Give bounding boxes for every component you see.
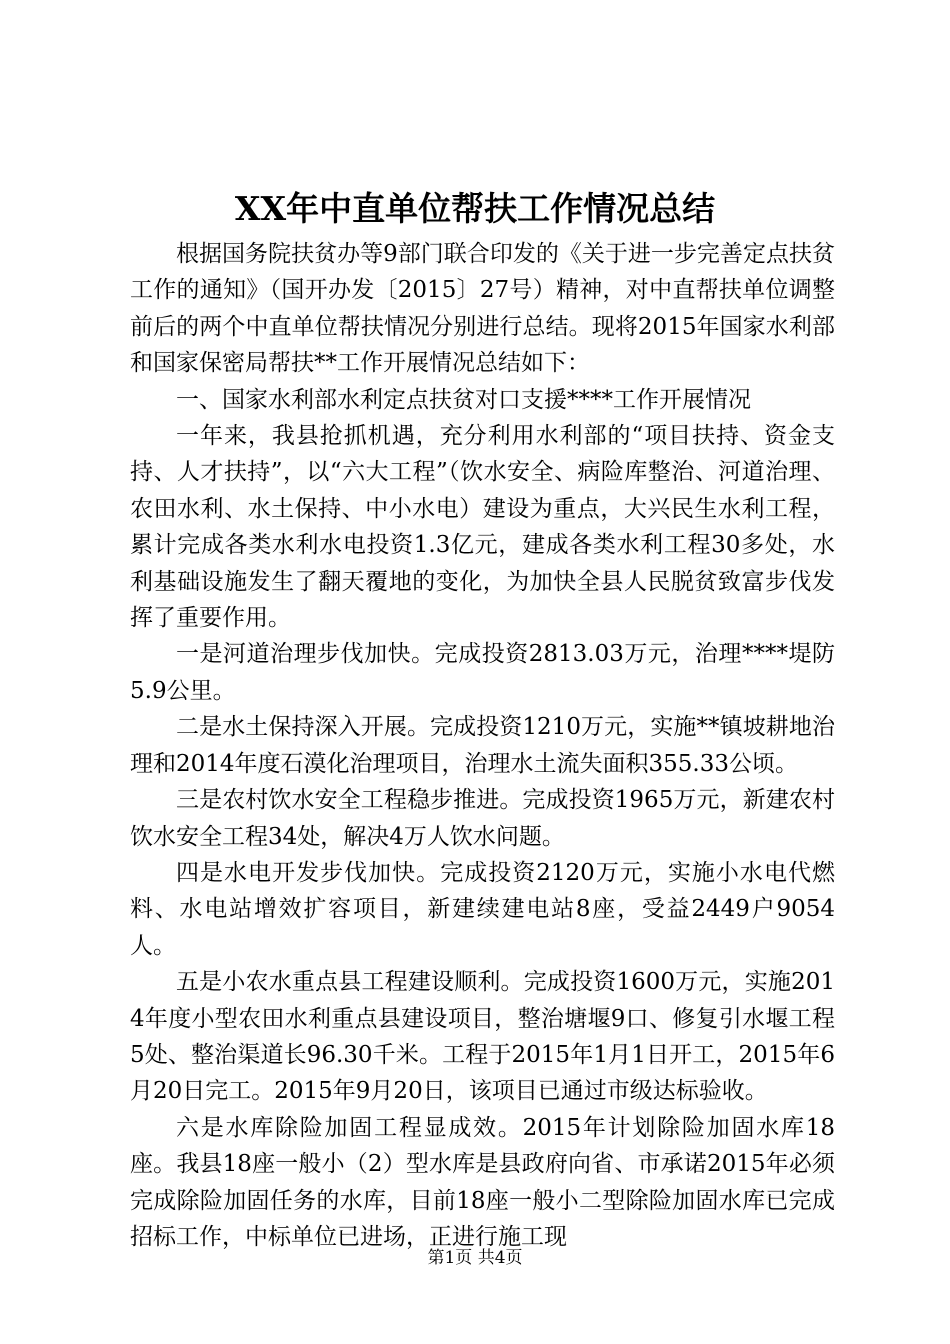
paragraph-item-6: 六是水库除险加固工程显成效。2015年计划除险加固水库18座。我县18座一般小（2）型水库是县政府向省、市承诺2015年必须完成除险加固任务的水库，目前18座一般小二型除险加固水库已完成招标工作，中标单位已进场，正进行施工现 <box>130 1114 835 1250</box>
paragraph-item-1: 一是河道治理步伐加快。完成投资2813.03万元，治理****堤防5.9公里。 <box>130 641 835 704</box>
paragraph-intro: 根据国务院扶贫办等9部门联合印发的《关于进一步完善定点扶贫工作的通知》（国开办发〔2015〕27号）精神，对中直帮扶单位调整前后的两个中直单位帮扶情况分别进行总结。现将2015年国家水利部和国家保密局帮扶**工作开展情况总结如下： <box>130 241 835 377</box>
section-heading-1: 一、国家水利部水利定点扶贫对口支援****工作开展情况 <box>176 386 751 413</box>
page-footer: 第1页 共4页 <box>427 1248 523 1268</box>
page-title: XX年中直单位帮扶工作情况总结 <box>234 189 716 228</box>
paragraph-item-4: 四是水电开发步伐加快。完成投资2120万元，实施小水电代燃料、水电站增效扩容项目，新建续建电站8座，受益2449户9054人。 <box>130 859 835 959</box>
paragraph-item-3: 三是农村饮水安全工程稳步推进。完成投资1965万元，新建农村饮水安全工程34处，解决4万人饮水问题。 <box>130 787 835 850</box>
paragraph-item-2: 二是水土保持深入开展。完成投资1210万元，实施**镇坡耕地治理和2014年度石漠化治理项目，治理水土流失面积355.33公顷。 <box>130 714 835 777</box>
paragraph-overview: 一年来，我县抢抓机遇，充分利用水利部的“项目扶持、资金支持、人才扶持”，以“六大工程”（饮水安全、病险库整治、河道治理、农田水利、水土保持、中小水电）建设为重点，大兴民生水利工程，累计完成各类水利水电投资1.3亿元，建成各类水利工程30多处，水利基础设施发生了翻天覆地的变化，为加快全县人民脱贫致富步伐发挥了重要作用。 <box>130 423 835 632</box>
document-body <box>130 236 835 1255</box>
paragraph-item-5: 五是小农水重点县工程建设顺利。完成投资1600万元，实施2014年度小型农田水利重点县建设项目，整治塘堰9口、修复引水堰工程5处、整治渠道长96.30千米。工程于2015年1月1日开工，2015年6月20日完工。2015年9月20日，该项目已通过市级达标验收。 <box>130 969 835 1105</box>
